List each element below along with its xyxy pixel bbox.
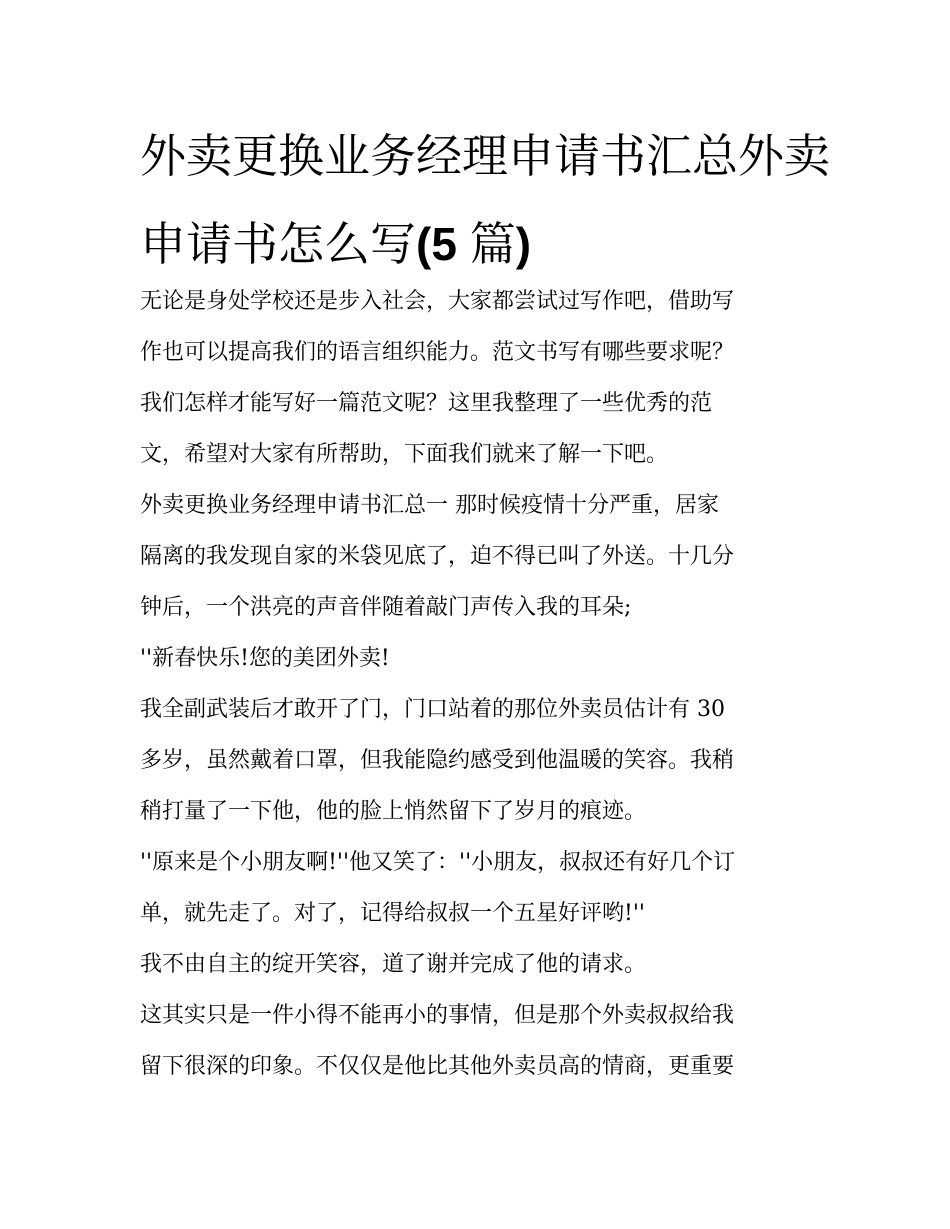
body-line: 我全副武装后才敢开了门，门口站着的那位外卖员估计有 30 xyxy=(140,697,725,722)
body-line: ''新春快乐!您的美团外卖! xyxy=(140,646,390,671)
body-line: 文，希望对大家有所帮助，下面我们就来了解一下吧。 xyxy=(140,442,669,467)
title-text: 外卖更换业务经理申请书汇总外卖申请书怎么写 xyxy=(140,129,830,271)
title-count: (5 xyxy=(416,218,470,270)
document-title xyxy=(140,112,840,288)
body-line: 这其实只是一件小得不能再小的事情，但是那个外卖叔叔给我 xyxy=(140,1003,735,1028)
body-line: 隔离的我发现自家的米袋见底了，迫不得已叫了外送。十几分 xyxy=(140,544,735,569)
body-line: 留下很深的印象。不仅仅是他比其他外卖员高的情商，更重要 xyxy=(140,1054,735,1079)
document-body xyxy=(140,276,815,1092)
body-line: 我不由自主的绽开笑容，道了谢并完成了他的请求。 xyxy=(140,952,647,977)
body-line: 单，就先走了。对了，记得给叔叔一个五星好评哟!'' xyxy=(140,901,645,926)
body-line: 外卖更换业务经理申请书汇总一 那时候疫情十分严重，居家 xyxy=(140,493,719,518)
body-line: 作也可以提高我们的语言组织能力。范文书写有哪些要求呢？ xyxy=(140,340,735,365)
title-close-paren: ) xyxy=(515,218,532,270)
body-line: 钟后，一个洪亮的声音伴随着敲门声传入我的耳朵; xyxy=(140,595,632,620)
body-line: ''原来是个小朋友啊!''他又笑了：''小朋友，叔叔还有好几个订 xyxy=(140,850,736,875)
title-unit: 篇 xyxy=(469,217,516,271)
body-line: 多岁，虽然戴着口罩，但我能隐约感受到他温暖的笑容。我稍 xyxy=(140,748,735,773)
body-line: 无论是身处学校还是步入社会，大家都尝试过写作吧，借助写 xyxy=(140,289,735,314)
body-line: 我们怎样才能写好一篇范文呢？这里我整理了一些优秀的范 xyxy=(140,391,713,416)
body-line: 稍打量了一下他，他的脸上悄然留下了岁月的痕迹。 xyxy=(140,799,647,824)
